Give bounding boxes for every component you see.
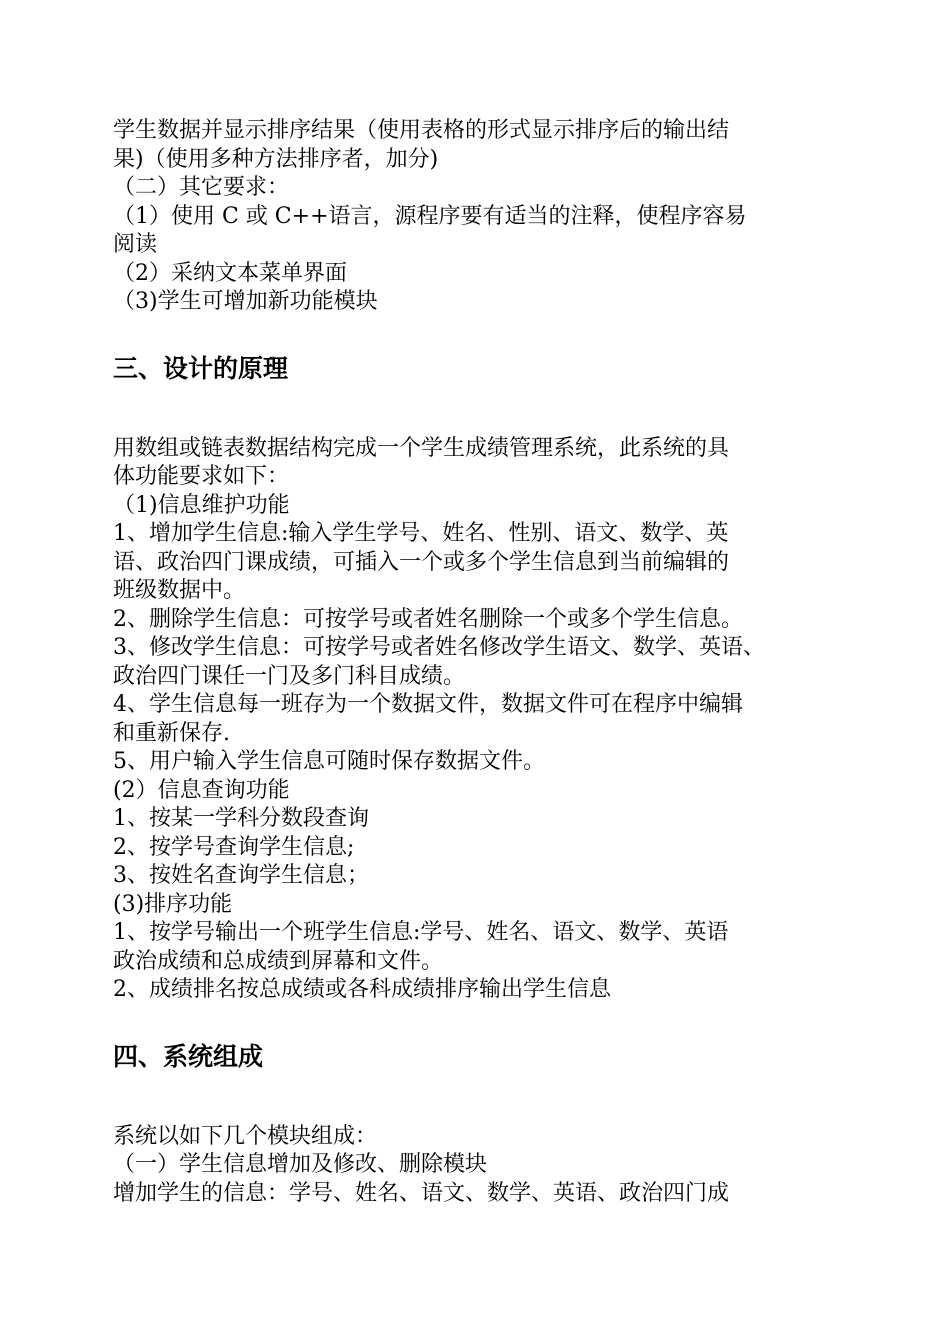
text-line: 和重新保存. (113, 720, 230, 746)
document-page (113, 117, 853, 1208)
text-line: 学生数据并显示排序结果（使用表格的形式显示排序后的输出结 (113, 118, 730, 143)
text-line: 3、按姓名查询学生信息； (113, 863, 369, 888)
text-line: 1、按某一学科分数段查询 (113, 806, 369, 831)
text-line: 1、增加学生信息:输入学生学号、姓名、性别、语文、数学、英 (113, 521, 729, 546)
text-line: （二）其它要求： (113, 175, 290, 200)
section-heading-system-composition: 四、系统组成 (113, 1041, 264, 1071)
text-line: （一）学生信息增加及修改、删除模块 (113, 1152, 488, 1177)
design-principle-body (113, 435, 853, 1005)
text-line: 5、用户输入学生信息可随时保存数据文件。 (113, 749, 545, 774)
text-line: 语、政治四门课成绩，可插入一个或多个学生信息到当前编辑的 (113, 549, 730, 575)
text-line: 4、学生信息每一班存为一个数据文件，数据文件可在程序中编辑 (113, 692, 743, 717)
text-line: （2）采纳文本菜单界面 (113, 260, 347, 286)
text-line: 政治成绩和总成绩到屏幕和文件。 (113, 948, 444, 974)
text-line: 政治四门课任一门及多门科目成绩。 (113, 663, 466, 689)
text-line: 1、按学号输出一个班学生信息:学号、姓名、语文、数学、英语 (113, 920, 729, 945)
text-line: （1)信息维护功能 (113, 492, 290, 518)
text-line: （3)学生可增加新功能模块 (113, 289, 378, 314)
text-line: 阅读 (113, 232, 158, 257)
text-line: 系统以如下几个模块组成： (113, 1123, 378, 1149)
text-line: 增加学生的信息：学号、姓名、语文、数学、英语、政治四门成 (113, 1180, 730, 1206)
text-line: （1）使用 C 或 C++语言，源程序要有适当的注释，使程序容易 (113, 203, 747, 229)
text-line: 果)（使用多种方法排序者，加分) (113, 146, 439, 172)
text-line: 2、按学号查询学生信息; (113, 834, 355, 860)
text-line: 用数组或链表数据结构完成一个学生成绩管理系统，此系统的具 (113, 435, 730, 461)
intro-requirements (113, 117, 853, 317)
section-heading-design-principle: 三、设计的原理 (113, 353, 289, 383)
text-line: (3)排序功能 (113, 891, 233, 917)
text-line: (2）信息查询功能 (113, 777, 290, 803)
text-line: 班级数据中。 (113, 578, 246, 603)
text-line: 3、修改学生信息：可按学号或者姓名修改学生语文、数学、英语、 (113, 635, 765, 660)
text-line: 体功能要求如下： (113, 464, 290, 489)
text-line: 2、成绩排名按总成绩或各科成绩排序输出学生信息 (113, 977, 611, 1002)
text-line: 2、删除学生信息：可按学号或者姓名删除一个或多个学生信息。 (113, 606, 743, 632)
system-composition-body (113, 1123, 853, 1209)
